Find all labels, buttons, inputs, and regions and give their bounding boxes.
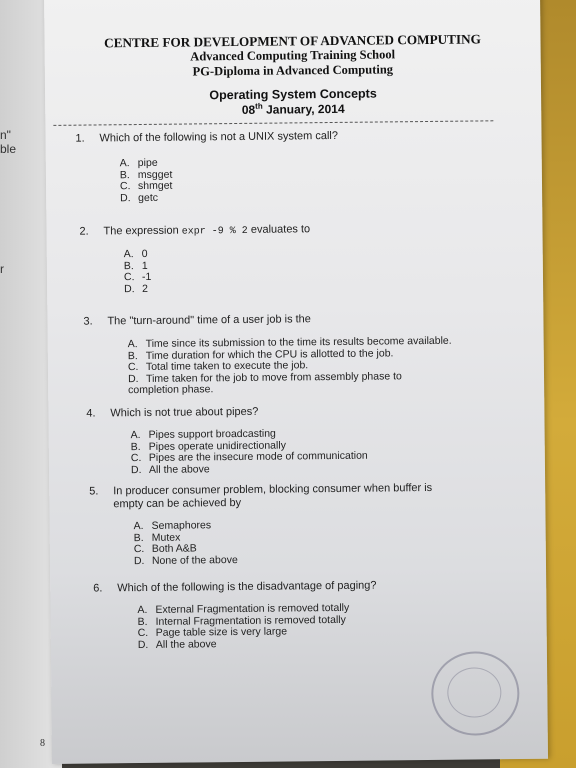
institute-name: CENTRE FOR DEVELOPMENT OF ADVANCED COMPUTING [104, 31, 481, 51]
question-text: Which of the following is the disadvantage of paging? [117, 579, 377, 595]
question-number: 4. [86, 407, 96, 420]
page-number: 8 [40, 738, 45, 749]
option: D. Time taken for the job to move from assembly phase to completion phase. [127, 370, 402, 397]
option: B. 1 [123, 259, 148, 272]
question-number: 2. [79, 225, 89, 238]
exam-paper [44, 0, 548, 764]
code-expression: expr -9 % 2 [181, 225, 248, 238]
question-number: 5. [89, 485, 99, 498]
option: B. Pipes operate unidirectionally [130, 439, 286, 453]
back-page-fragment: r [0, 262, 4, 276]
question-2-options [124, 249, 152, 296]
option: C. Total time taken to execute the job. [127, 359, 309, 374]
option: B. Mutex [133, 531, 181, 544]
school-name: Advanced Computing Training School [190, 47, 396, 64]
question-text: The "turn-around" time of a user job is the [107, 313, 311, 328]
option: A. Pipes support broadcasting [130, 427, 276, 442]
question-text: Which is not true about pipes? [110, 405, 259, 420]
option: B. Time duration for which the CPU is allotted to the job. [127, 346, 394, 362]
option: D. None of the above [133, 553, 238, 567]
option: D. All the above [137, 638, 217, 651]
question-number: 1. [75, 132, 85, 145]
option: B. msgget [119, 168, 173, 181]
option: A. 0 [123, 247, 148, 261]
option: C. Both A&B [133, 542, 197, 556]
question-number: 6. [93, 582, 103, 595]
option: C. -1 [123, 271, 152, 284]
question-text: The expression expr -9 % 2 evaluates to [103, 223, 311, 238]
question-number: 3. [83, 315, 93, 328]
question-text: Which of the following is not a UNIX system call? [99, 129, 339, 145]
date-rest: January, 2014 [262, 101, 345, 117]
option: C. Pipes are the insecure mode of communication [130, 449, 368, 465]
option: D. 2 [124, 282, 148, 295]
option: D. All the above [130, 463, 210, 476]
subject-title: Operating System Concepts [209, 86, 377, 103]
question-3-options [128, 336, 453, 397]
option: B. Internal Fragmentation is removed totally [137, 613, 346, 628]
question-5-options [134, 520, 238, 567]
option: C. Page table size is very large [137, 625, 288, 640]
question-1-options [120, 158, 173, 205]
date-day: 08 [241, 102, 256, 117]
program-name: PG-Diploma in Advanced Computing [192, 62, 394, 79]
option: D. getc [120, 191, 159, 204]
header-divider [53, 120, 493, 126]
option: A. Time since its submission to the time its results become available. [127, 334, 452, 351]
option: A. External Fragmentation is removed totally [137, 601, 350, 617]
back-page-fragment: n" [0, 128, 11, 142]
option: C. shmget [119, 179, 173, 193]
back-page-fragment: ble [0, 142, 17, 156]
question-4-options [131, 428, 368, 477]
institute-seal-stamp [431, 651, 520, 736]
question-6-options [137, 603, 349, 652]
date-suffix: th [255, 101, 263, 111]
option: A. pipe [119, 156, 158, 170]
question-text: In producer consumer problem, blocking consumer when buffer is empty can be achieved by [113, 481, 433, 511]
option: A. Semaphores [133, 519, 212, 533]
